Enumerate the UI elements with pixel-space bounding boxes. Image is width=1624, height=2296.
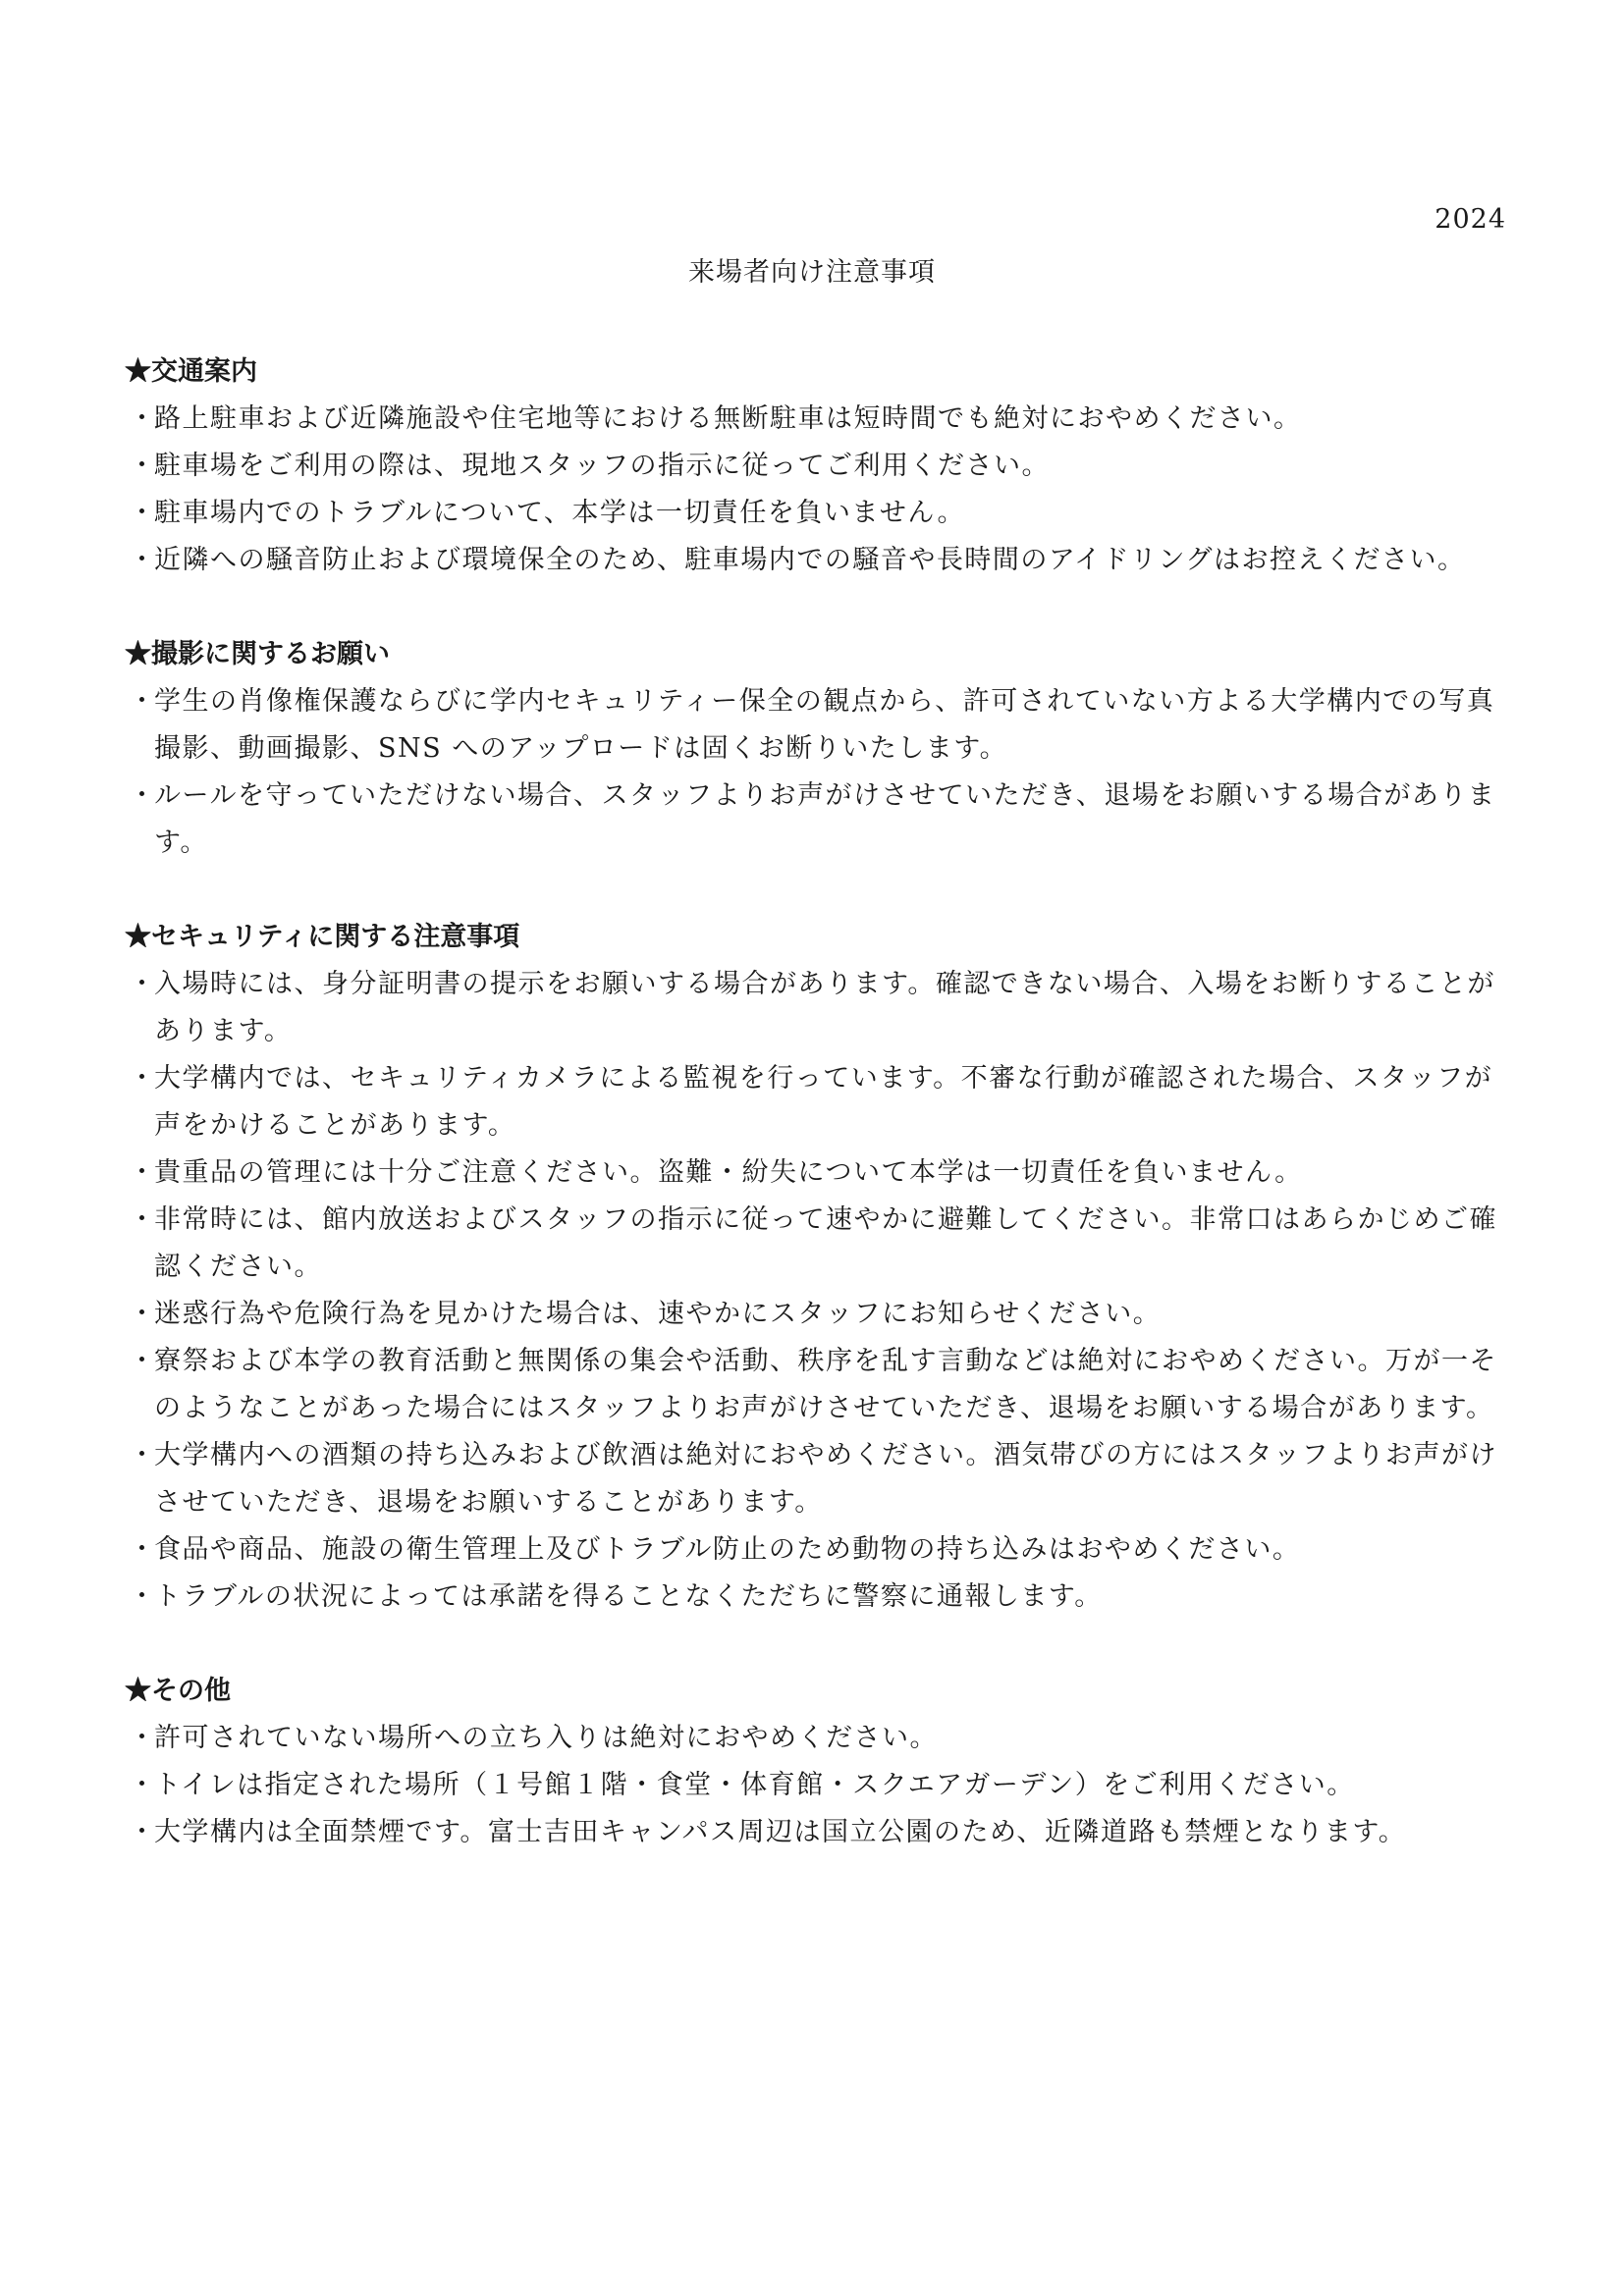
section-other: [125, 1668, 1519, 1856]
bullet: ・: [129, 545, 157, 575]
item-text: 迷惑行為や危険行為を見かけた場合は、速やかにスタッフにお知らせください。: [154, 1299, 1162, 1329]
item-list: [125, 961, 1519, 1621]
list-item: [125, 1338, 1519, 1432]
item-text: 大学構内は全面禁煙です。富士吉田キャンパス周辺は国立公園のため、近隣道路も禁煙となります。: [154, 1817, 1407, 1847]
item-text: 駐車場をご利用の際は、現地スタッフの指示に従ってご利用ください。: [154, 451, 1050, 481]
list-item: [125, 1197, 1519, 1291]
bullet: ・: [129, 686, 157, 717]
item-list: [125, 678, 1519, 867]
bullet: ・: [129, 1817, 157, 1847]
section-heading: ★撮影に関するお願い: [125, 639, 390, 669]
list-item: [125, 773, 1519, 867]
item-text: 非常時には、館内放送およびスタッフの指示に従って速やかに避難してください。非常口はあらかじめご確認ください。: [154, 1204, 1497, 1282]
bullet: ・: [129, 1534, 157, 1565]
item-text: ルールを守っていただけない場合、スタッフよりお声がけさせていただき、退場をお願いする場合があります。: [154, 780, 1496, 858]
item-text: トラブルの状況によっては承諾を得ることなくただちに警察に通報します。: [154, 1581, 1103, 1612]
bullet: ・: [129, 1063, 157, 1094]
bullet: ・: [129, 1723, 157, 1753]
item-list: [125, 396, 1519, 584]
item-text: 路上駐車および近隣施設や住宅地等における無断駐車は短時間でも絶対におやめください。: [154, 403, 1302, 434]
bullet: ・: [129, 498, 157, 528]
bullet: ・: [129, 969, 157, 999]
section-heading: ★セキュリティに関する注意事項: [125, 922, 520, 952]
list-item: [125, 1291, 1519, 1338]
section-photography: [125, 631, 1519, 867]
bullet: ・: [129, 1204, 157, 1235]
list-item: [125, 1432, 1519, 1526]
list-item: [125, 537, 1519, 584]
item-text: トイレは指定された場所（１号館１階・食堂・体育館・スクエアガーデン）をご利用ください。: [154, 1770, 1355, 1800]
section-traffic: [125, 348, 1519, 584]
item-text: 大学構内では、セキュリティカメラによる監視を行っています。不審な行動が確認された場合、スタッフが声をかけることがあります。: [154, 1063, 1493, 1141]
section-heading: ★交通案内: [125, 356, 257, 387]
document-body: [125, 348, 1519, 1903]
bullet: ・: [129, 1581, 157, 1612]
item-text: 許可されていない場所への立ち入りは絶対におやめください。: [154, 1723, 938, 1753]
item-text: 貴重品の管理には十分ご注意ください。盗難・紛失について本学は一切責任を負いません。: [154, 1157, 1303, 1188]
item-text: 近隣への騒音防止および環境保全のため、駐車場内での騒音や長時間のアイドリングはお控えください。: [154, 545, 1466, 575]
list-item: [125, 443, 1519, 490]
document-title: 来場者向け注意事項: [688, 257, 936, 288]
list-item: [125, 1762, 1519, 1809]
bullet: ・: [129, 1770, 157, 1800]
list-item: [125, 1715, 1519, 1762]
list-item: [125, 678, 1519, 773]
item-text: 寮祭および本学の教育活動と無関係の集会や活動、秩序を乱す言動などは絶対におやめください。万が一そのようなことがあった場合にはスタッフよりお声がけさせていただき、退場をお願いする場合があります。: [154, 1346, 1497, 1423]
item-text: 食品や商品、施設の衛生管理上及びトラブル防止のため動物の持ち込みはおやめください。: [154, 1534, 1301, 1565]
list-item: [125, 490, 1519, 537]
bullet: ・: [129, 1157, 157, 1188]
item-text: 学生の肖像権保護ならびに学内セキュリティー保全の観点から、許可されていない方よる大学構内での写真撮影、動画撮影、SNS へのアップロードは固くお断りいたします。: [154, 686, 1495, 764]
item-list: [125, 1715, 1519, 1856]
bullet: ・: [129, 451, 157, 481]
item-text: 大学構内への酒類の持ち込みおよび飲酒は絶対におやめください。酒気帯びの方にはスタッフよりお声がけさせていただき、退場をお願いすることがあります。: [154, 1440, 1497, 1518]
list-item: [125, 1055, 1519, 1149]
item-text: 駐車場内でのトラブルについて、本学は一切責任を負いません。: [154, 498, 965, 528]
bullet: ・: [129, 1440, 157, 1470]
list-item: [125, 1526, 1519, 1574]
list-item: [125, 396, 1519, 443]
list-item: [125, 961, 1519, 1055]
bullet: ・: [129, 1299, 157, 1329]
bullet: ・: [129, 780, 157, 811]
bullet: ・: [129, 1346, 157, 1376]
list-item: [125, 1809, 1519, 1856]
item-text: 入場時には、身分証明書の提示をお願いする場合があります。確認できない場合、入場をお断りすることがあります。: [154, 969, 1495, 1046]
section-security: [125, 914, 1519, 1621]
list-item: [125, 1149, 1519, 1197]
document-year: 2024: [1435, 204, 1506, 235]
bullet: ・: [129, 403, 157, 434]
section-heading: ★その他: [125, 1676, 231, 1706]
list-item: [125, 1574, 1519, 1621]
